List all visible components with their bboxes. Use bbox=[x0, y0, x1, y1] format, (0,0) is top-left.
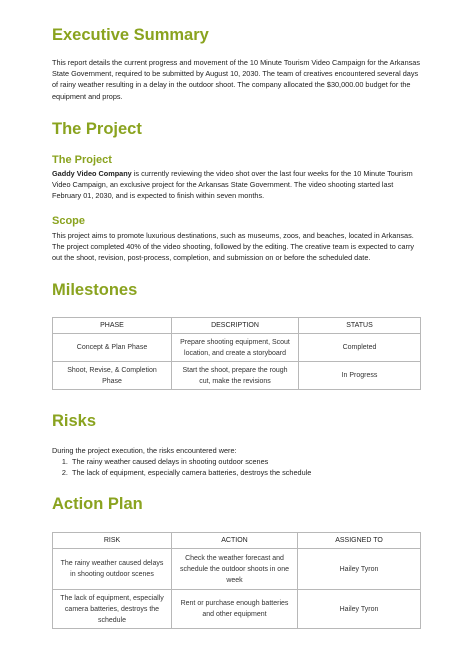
action-plan-col-risk: RISK bbox=[53, 533, 172, 549]
risks-intro: During the project execution, the risks encountered were: bbox=[52, 446, 237, 455]
project-text bbox=[52, 168, 420, 202]
action-assigned-cell: Hailey Tyron bbox=[298, 549, 421, 590]
list-item: 1. The rainy weather caused delays in shooting outdoor scenes bbox=[70, 456, 311, 467]
milestones-col-phase: PHASE bbox=[53, 318, 172, 334]
milestones-col-description: DESCRIPTION bbox=[172, 318, 299, 334]
action-action-cell: Rent or purchase enough batteries and other equipment bbox=[172, 590, 298, 629]
executive-summary-text: This report details the current progress and movement of the 10 Minute Tourism Video Campaign for the Arkansas State Government, required to be submitted by August 10, 2030. The team of creatives encountered several days of rainy weather resulting in a delay in the outdoor shoot. The company allocated the $30,000.00 budget for the equipment and props. bbox=[52, 58, 421, 101]
action-action-cell: Check the weather forecast and schedule the outdoor shoots in one week bbox=[172, 549, 298, 590]
action-plan-header-row bbox=[53, 533, 421, 549]
milestone-status-cell: Completed bbox=[299, 334, 421, 362]
project-text-rest: is currently reviewing the video shot over the last four weeks for the 10 Minute Tourism Video Campaign, an exclusive project for the Arkansas State Government. The video shooting started last February 01, 2030, and is expected to finish within seven months. bbox=[52, 169, 413, 201]
risks-heading: Risks bbox=[52, 412, 97, 430]
table-row bbox=[53, 362, 421, 390]
milestone-status-cell: In Progress bbox=[299, 362, 421, 390]
milestone-phase-cell: Concept & Plan Phase bbox=[53, 334, 172, 362]
table-row bbox=[53, 334, 421, 362]
table-row bbox=[53, 549, 421, 590]
milestones-header-row bbox=[53, 318, 421, 334]
milestones-col-status: STATUS bbox=[299, 318, 421, 334]
action-plan-col-assigned: ASSIGNED TO bbox=[298, 533, 421, 549]
milestone-description-cell: Prepare shooting equipment, Scout location, and create a storyboard bbox=[172, 334, 299, 362]
table-row bbox=[53, 590, 421, 629]
risks-list bbox=[56, 456, 311, 479]
milestone-phase-cell: Shoot, Revise, & Completion Phase bbox=[53, 362, 172, 390]
company-name: Gaddy Video Company bbox=[52, 169, 132, 178]
action-plan-col-action: ACTION bbox=[172, 533, 298, 549]
project-heading: The Project bbox=[52, 120, 142, 138]
milestone-description-cell: Start the shoot, prepare the rough cut, make the revisions bbox=[172, 362, 299, 390]
action-risk-cell: The lack of equipment, especially camera batteries, destroys the schedule bbox=[53, 590, 172, 629]
list-item: 2. The lack of equipment, especially camera batteries, destroys the schedule bbox=[70, 467, 311, 478]
action-plan-table bbox=[52, 532, 421, 629]
action-plan-heading: Action Plan bbox=[52, 495, 143, 513]
project-subheading: The Project bbox=[52, 154, 112, 166]
executive-summary-heading: Executive Summary bbox=[52, 26, 209, 44]
action-risk-cell: The rainy weather caused delays in shooting outdoor scenes bbox=[53, 549, 172, 590]
scope-text: This project aims to promote luxurious destinations, such as museums, zoos, and beaches, located in Arkansas. The project completed 40% of the video shooting, followed by the editing. The creative team is expected to carry out the shoot, revision, post-process, completion, and submission on or before the scheduled date. bbox=[52, 231, 415, 263]
milestones-table bbox=[52, 317, 421, 390]
action-assigned-cell: Hailey Tyron bbox=[298, 590, 421, 629]
milestones-heading: Milestones bbox=[52, 281, 138, 299]
scope-heading: Scope bbox=[52, 215, 86, 227]
